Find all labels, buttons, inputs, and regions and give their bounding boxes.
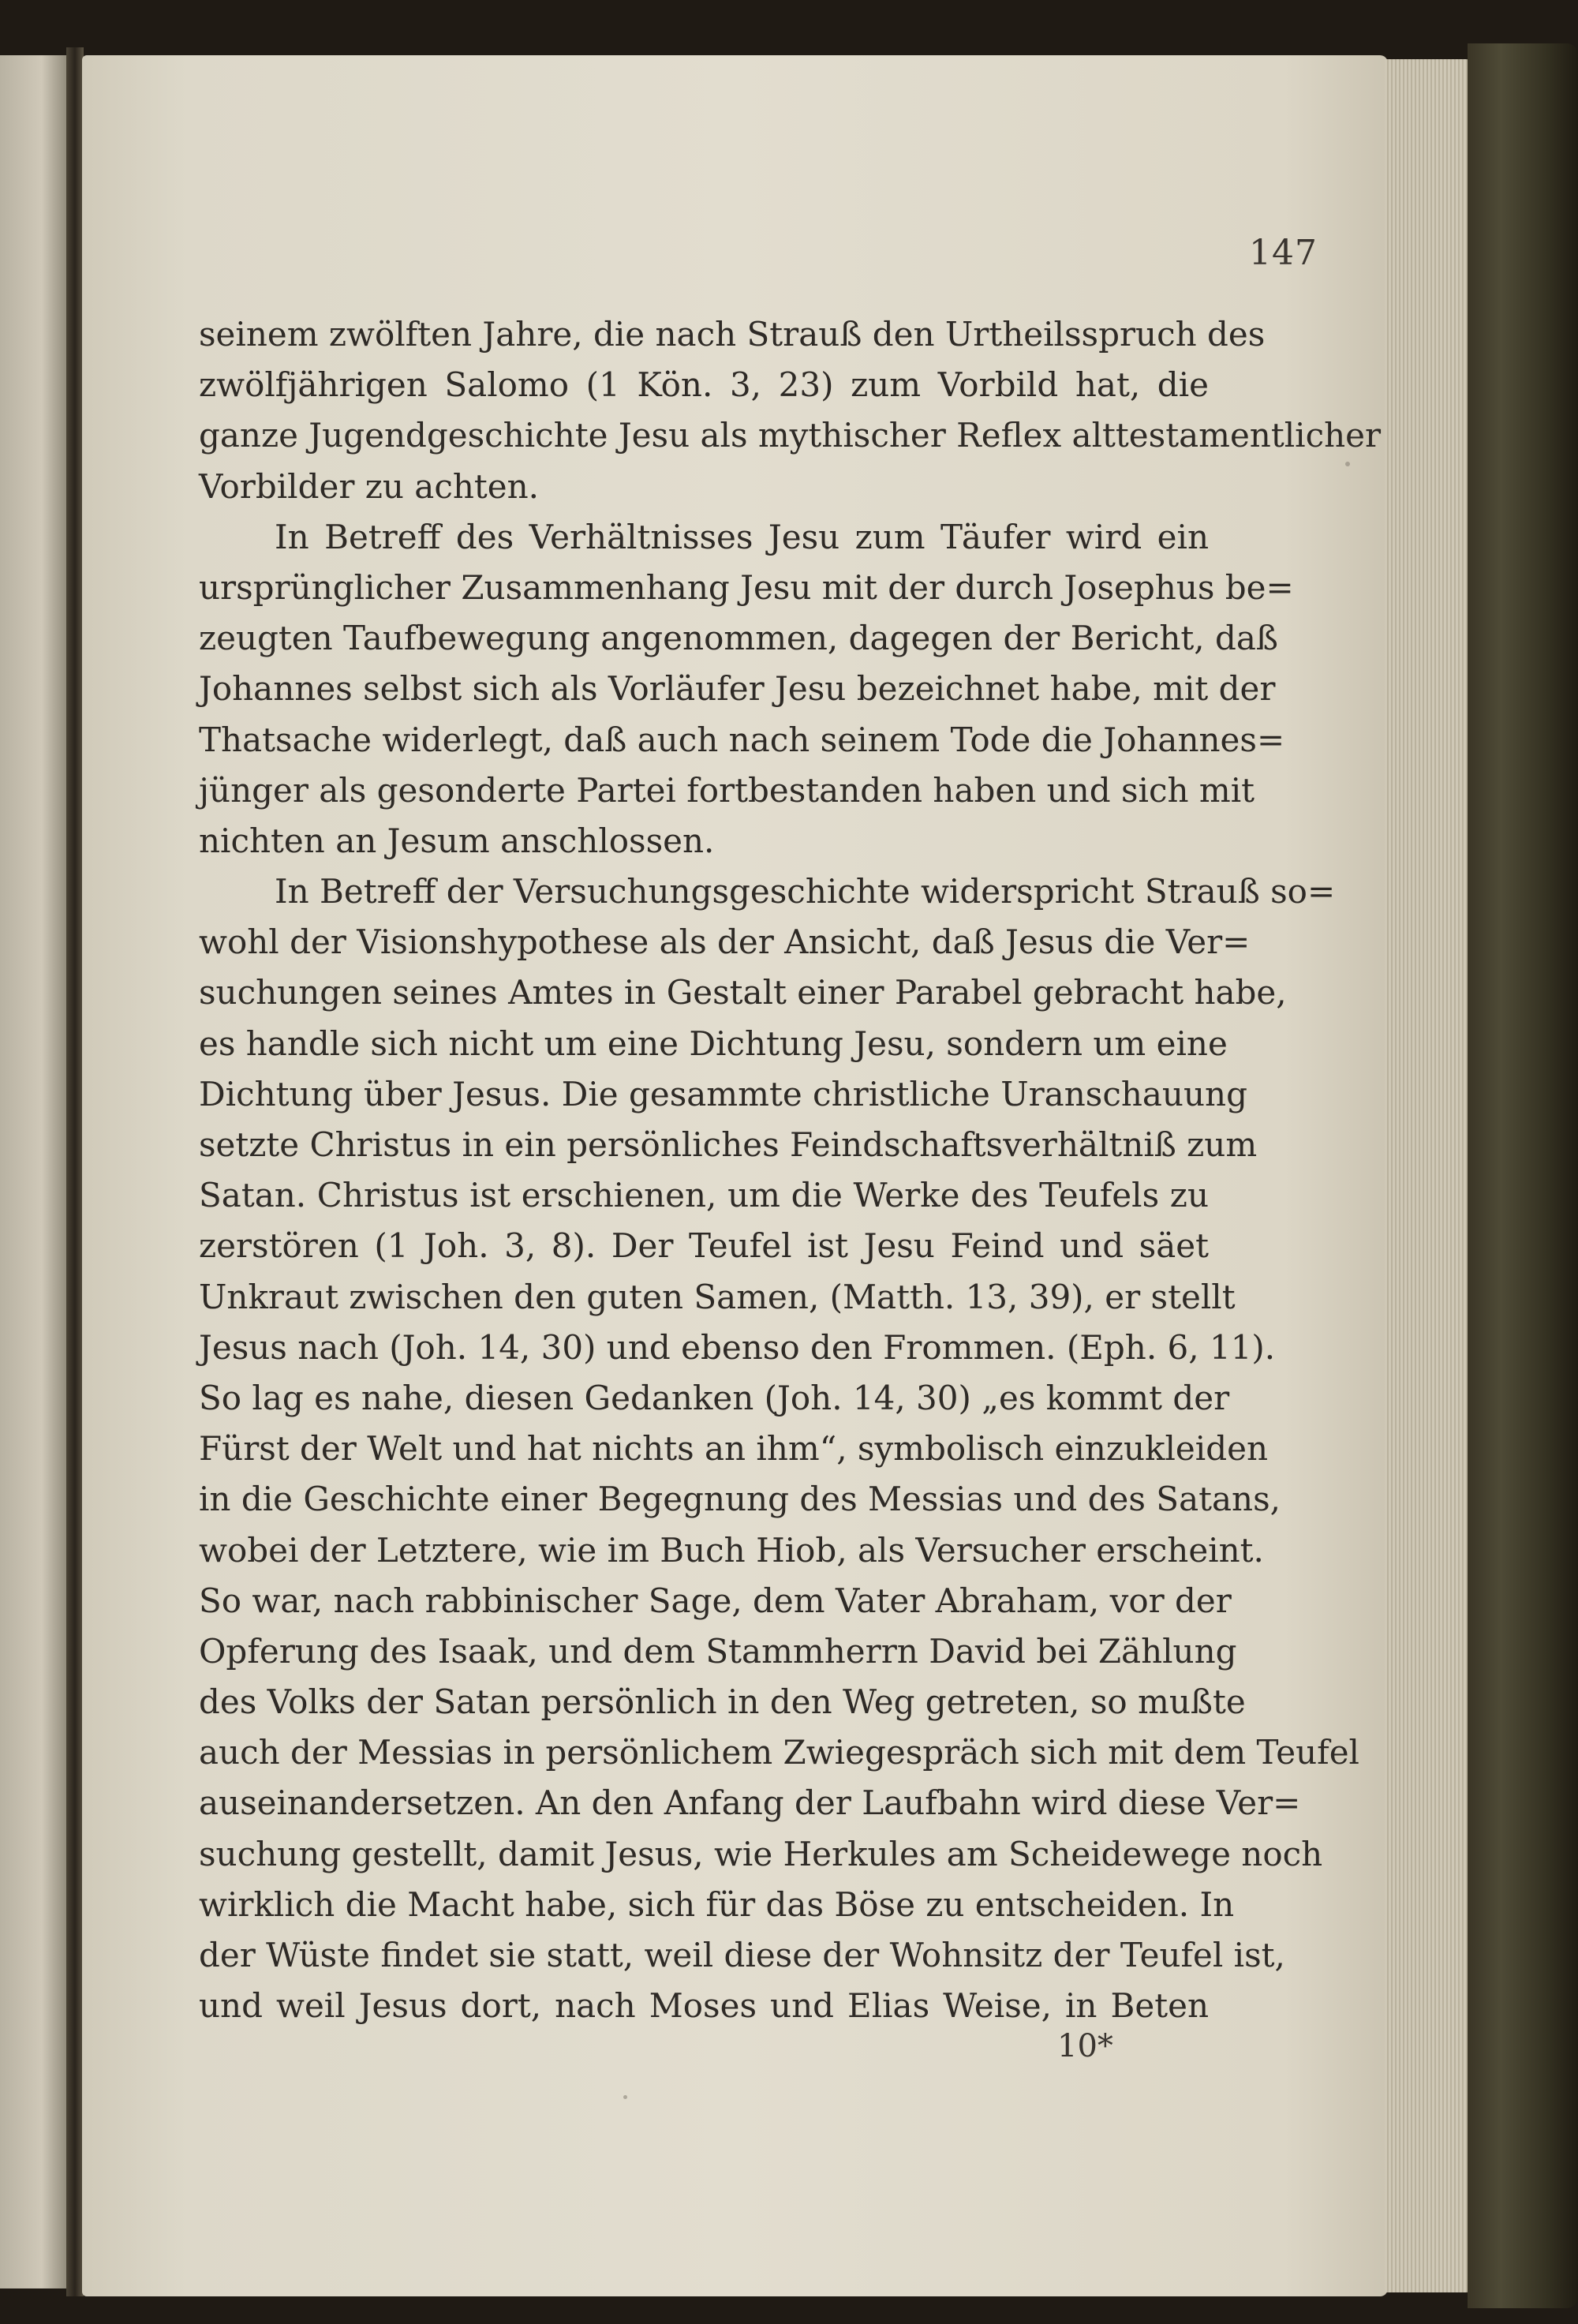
text-line: der Wüste findet sie statt, weil diese der Wohnsitz der Teufel ist, — [199, 1936, 1285, 1974]
text-line: suchung gestellt, damit Jesus, wie Herkules am Scheidewege noch — [199, 1834, 1323, 1873]
text-line: wohl der Visionshypothese als der Ansicht, daß Jesus die Ver= — [199, 922, 1251, 962]
body-text — [199, 309, 1382, 2031]
text-line: jünger als gesonderte Partei fortbestanden haben und sich mit — [199, 770, 1255, 810]
text-line: Dichtung über Jesus. Die gesammte christliche Uranschauung — [199, 1074, 1247, 1113]
book-cover-edge — [1468, 43, 1578, 2308]
text-line: setzte Christus in ein persönliches Feindschaftsverhältniß zum — [199, 1125, 1258, 1164]
text-line: es handle sich nicht um eine Dichtung Jesu, sondern um eine — [199, 1024, 1228, 1063]
text-line: Unkraut zwischen den guten Samen, (Matth. 13, 39), er stellt — [199, 1277, 1236, 1316]
printer-signature: 10* — [1057, 2028, 1113, 2064]
text-line: nichten an Jesum anschlossen. — [199, 821, 715, 860]
text-line: zeugten Taufbewegung angenommen, dagegen der Bericht, daß — [199, 619, 1278, 658]
text-line: in die Geschichte einer Begegnung des Messias und des Satans, — [199, 1480, 1281, 1519]
text-line: ganze Jugendgeschichte Jesu als mythischer Reflex alttestamentlicher — [199, 416, 1382, 455]
text-line: auseinandersetzen. An den Anfang der Laufbahn wird diese Ver= — [199, 1783, 1301, 1823]
text-line: Opferung des Isaak, und dem Stammherrn David bei Zählung — [199, 1631, 1237, 1671]
facing-page-edge — [0, 55, 69, 2288]
text-line: Vorbilder zu achten. — [199, 466, 540, 506]
text-line: Johannes selbst sich als Vorläufer Jesu bezeichnet habe, mit der — [199, 669, 1276, 709]
paper-spot — [1345, 462, 1350, 466]
book-gutter — [66, 47, 84, 2296]
text-line: auch der Messias in persönlichem Zwiegespräch sich mit dem Teufel — [199, 1733, 1359, 1772]
text-line: Satan. Christus ist erschienen, um die Werke des Teufels zu — [199, 1176, 1209, 1215]
text-line: In Betreff des Verhältnisses Jesu zum Täufer wird ein — [275, 517, 1209, 556]
text-line: ursprünglicher Zusammenhang Jesu mit der durch Josephus be= — [199, 567, 1294, 607]
text-line: wirklich die Macht habe, sich für das Böse zu entscheiden. In — [199, 1884, 1235, 1924]
text-line: und weil Jesus dort, nach Moses und Elias Weise, in Beten — [199, 1986, 1209, 2026]
text-line: seinem zwölften Jahre, die nach Strauß den Urtheilsspruch des — [199, 315, 1266, 354]
text-line: suchungen seines Amtes in Gestalt einer Parabel gebracht habe, — [199, 973, 1287, 1012]
paper-spot — [623, 2095, 627, 2099]
text-line: wobei der Letztere, wie im Buch Hiob, als Versucher erscheint. — [199, 1530, 1264, 1570]
text-line: Thatsache widerlegt, daß auch nach seinem Tode die Johannes= — [199, 720, 1285, 759]
text-line: des Volks der Satan persönlich in den Weg getreten, so mußte — [199, 1682, 1246, 1722]
text-line: zerstören (1 Joh. 3, 8). Der Teufel ist Jesu Feind und säet — [199, 1226, 1209, 1266]
text-line: In Betreff der Versuchungsgeschichte widerspricht Strauß so= — [275, 872, 1336, 911]
text-line: So war, nach rabbinischer Sage, dem Vater Abraham, vor der — [199, 1581, 1232, 1620]
page-number: 147 — [1249, 233, 1318, 273]
page-edges — [1385, 59, 1475, 2292]
text-line: Jesus nach (Joh. 14, 30) und ebenso den Frommen. (Eph. 6, 11). — [199, 1327, 1276, 1367]
text-line: So lag es nahe, diesen Gedanken (Joh. 14, 30) „es kommt der — [199, 1378, 1230, 1417]
text-line: zwölfjährigen Salomo (1 Kön. 3, 23) zum Vorbild hat, die — [199, 365, 1209, 405]
text-line: Fürst der Welt und hat nichts an ihm“, symbolisch einzukleiden — [199, 1429, 1268, 1469]
